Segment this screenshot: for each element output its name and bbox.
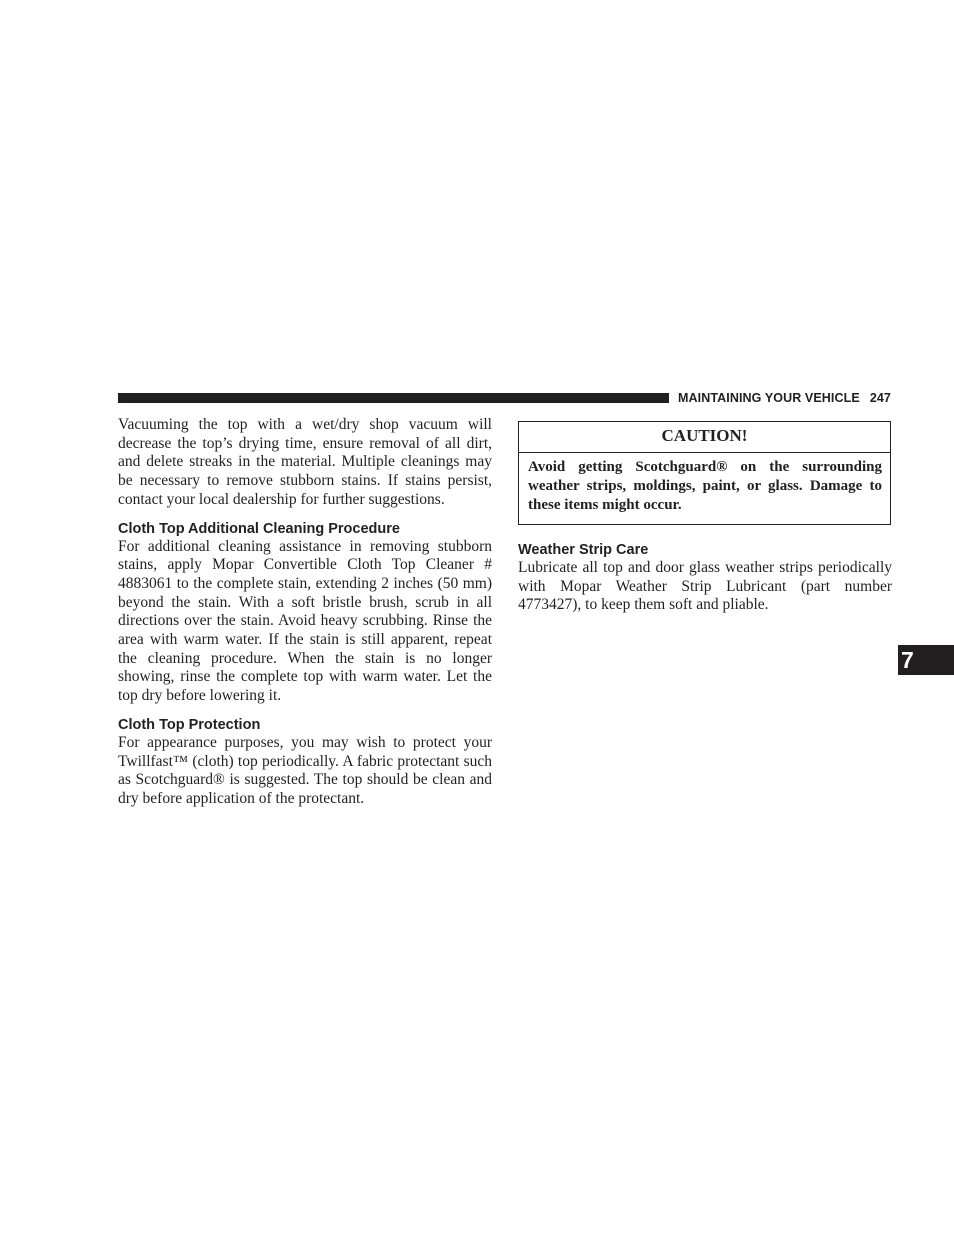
- caution-box: [518, 421, 891, 525]
- header-rule: [118, 393, 669, 403]
- right-column: [518, 416, 892, 615]
- caution-title: CAUTION!: [519, 422, 890, 453]
- section-paragraph-additional-cleaning: For additional cleaning assistance in removing stubborn stains, apply Mopar Convertible Cloth Top Cleaner # 4883061 to the complete stain, extending 2 inches (50 mm) beyond the stain. With a soft bristle brush, scrub in all directions over the stain. Avoid heavy scrubbing. Rinse the area with warm water. If the stain is still apparent, repeat the cleaning procedure. When the stain is no longer showing, rinse the complete top with warm water. Let the top dry before lowering it.: [118, 537, 492, 705]
- page-number: 247: [869, 391, 891, 405]
- section-heading-protection: Cloth Top Protection: [118, 716, 261, 733]
- section-paragraph-weather-strip: Lubricate all top and door glass weather strips periodically with Mopar Weather Strip Lubricant (part number 4773427), to keep them soft and pliable.: [518, 559, 892, 614]
- caution-text: Avoid getting Scotchguard® on the surrounding weather strips, moldings, paint, or glass. Damage to these items might occur.: [528, 459, 882, 513]
- section-heading-weather-strip: Weather Strip Care: [518, 542, 649, 558]
- section-paragraph-protection: For appearance purposes, you may wish to protect your Twillfast™ (cloth) top periodically. A fabric protectant such as Scotchguard® is suggested. The top should be clean and dry before application of the protectant.: [118, 733, 492, 807]
- section-heading-additional-cleaning: Cloth Top Additional Cleaning Procedure: [118, 520, 400, 537]
- running-header: [678, 390, 891, 406]
- chapter-tab: [898, 645, 954, 675]
- left-column: [118, 416, 492, 809]
- chapter-number: 7: [901, 647, 914, 673]
- section-title: MAINTAINING YOUR VEHICLE: [678, 391, 860, 405]
- intro-paragraph: Vacuuming the top with a wet/dry shop vacuum will decrease the top’s drying time, ensure removal of all dirt, and delete streaks in the material. Multiple cleanings may be necessary to remove stubborn stains. If stains persist, contact your local dealership for further suggestions.: [118, 416, 492, 508]
